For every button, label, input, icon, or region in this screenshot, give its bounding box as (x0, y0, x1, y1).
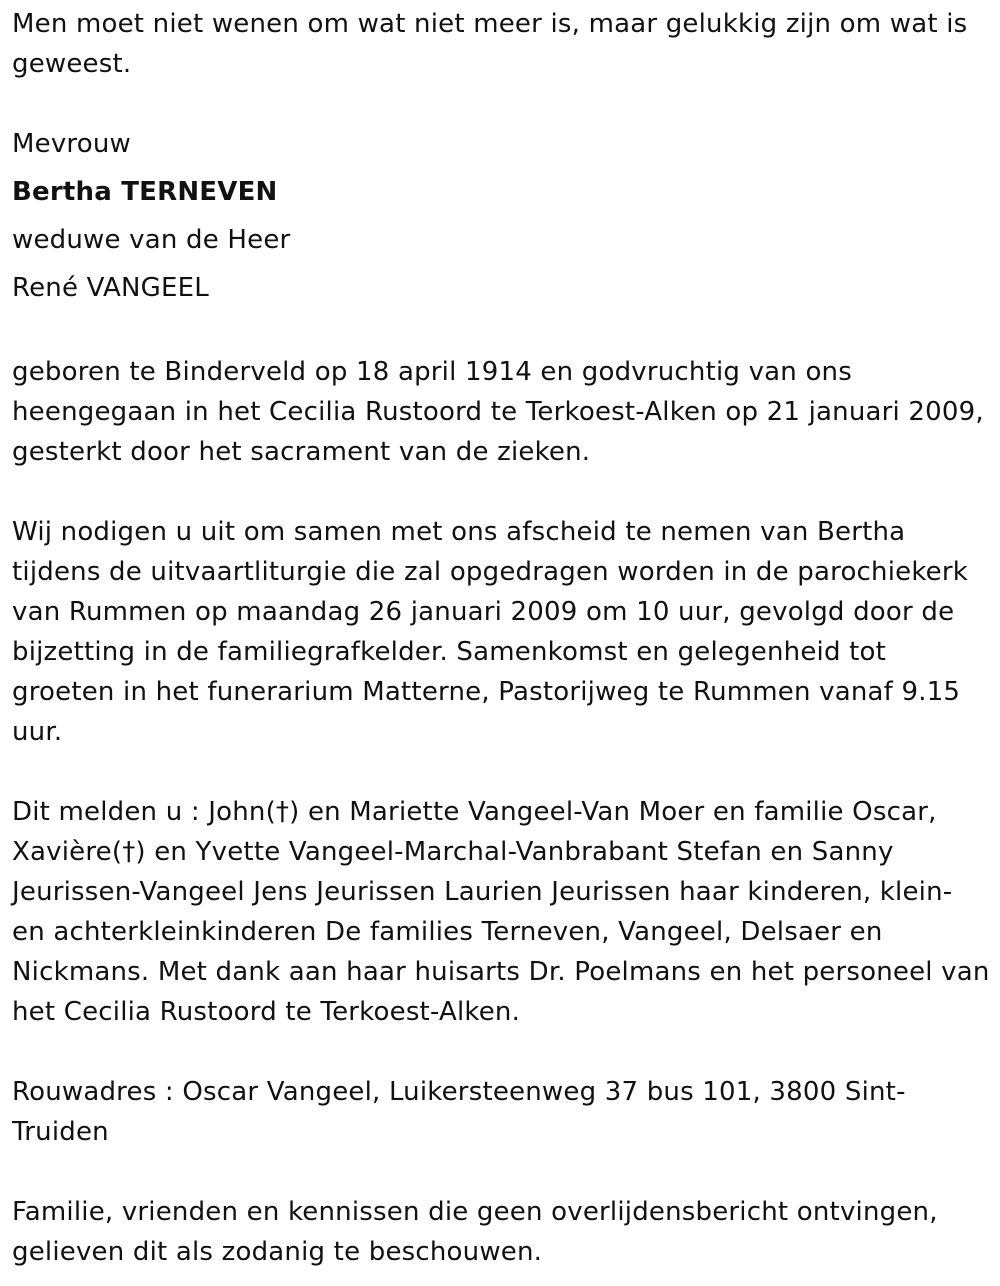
deceased-block (12, 120, 992, 312)
spacer (12, 1152, 992, 1192)
motto-text: Men moet niet wenen om wat niet meer is, maar gelukkig zijn om wat is geweest. (12, 9, 968, 79)
invitation-paragraph: Wij nodigen u uit om samen met ons afscheid te nemen van Bertha tijdens de uitvaartliturgie die zal opgedragen worden in de parochiekerk van Rummen op maandag 26 januari 2009 om 10 uur, gevolgd door de bijzetting in de familiegrafkelder. Samenkomst en gelegenheid tot groeten in het funerarium Matterne, Pastorijweg te Rummen vanaf 9.15 uur. (12, 517, 969, 747)
birth-death-paragraph: geboren te Binderveld op 18 april 1914 en godvruchtig van ons heengegaan in het Cecilia Rustoord te Terkoest-Alken op 21 januari 2009, gesterkt door het sacrament van de zieken. (12, 357, 984, 467)
announcement-paragraph: Dit melden u : John(†) en Mariette Vangeel-Van Moer en familie Oscar, Xavière(†) en Yvette Vangeel-Marchal-Vanbrabant Stefan en Sanny Jeurissen-Vangeel Jens Jeurissen Laurien Jeurissen haar kinderen, klein- en achterkleinkinderen De families Terneven, Vangeel, Delsaer en Nickmans. Met dank aan haar huisarts Dr. Poelmans en het personeel van het Cecilia Rustoord te Terkoest-Alken. (12, 797, 990, 1027)
spacer (12, 312, 992, 352)
spacer (12, 1032, 992, 1072)
spouse-name: René VANGEEL (12, 273, 209, 303)
spacer (12, 472, 992, 512)
spacer (12, 752, 992, 792)
spacer (12, 84, 992, 124)
deceased-name: Bertha TERNEVEN (12, 177, 278, 207)
address-paragraph: Rouwadres : Oscar Vangeel, Luikersteenweg 37 bus 101, 3800 Sint-Truiden (12, 1077, 906, 1147)
closing-paragraph: Familie, vrienden en kennissen die geen overlijdensbericht ontvingen, gelieven dit als zodanig te beschouwen. (12, 1197, 938, 1267)
relation-text: weduwe van de Heer (12, 225, 291, 255)
obituary-document (12, 4, 992, 1272)
honorific: Mevrouw (12, 129, 131, 159)
